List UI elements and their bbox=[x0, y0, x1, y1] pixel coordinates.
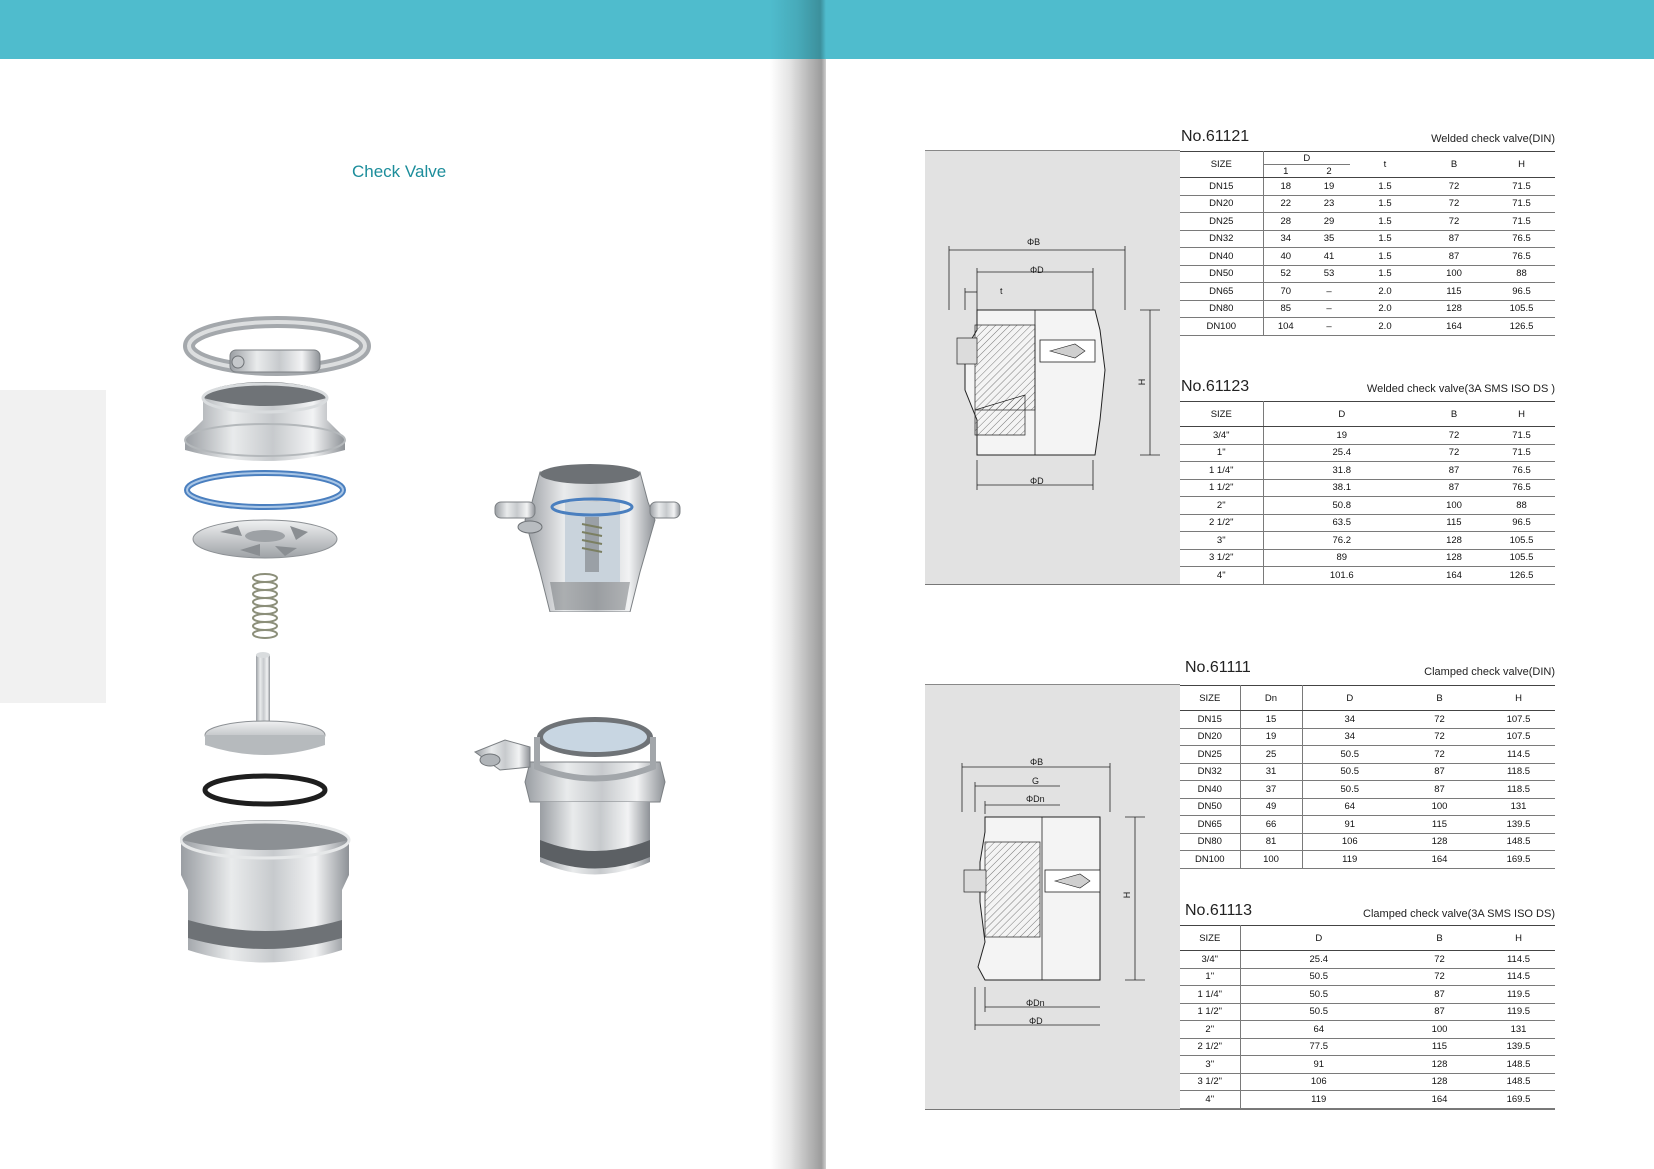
table-row bbox=[1180, 283, 1555, 301]
value-cell: 81 bbox=[1240, 833, 1302, 851]
col-header-b: B bbox=[1397, 926, 1482, 951]
dim-label-t: t bbox=[1000, 286, 1003, 296]
size-cell: 3/4" bbox=[1180, 427, 1263, 445]
value-cell: 87 bbox=[1420, 479, 1488, 497]
value-cell: 100 bbox=[1397, 798, 1482, 816]
col-header-b: B bbox=[1420, 402, 1488, 427]
value-cell: 76.5 bbox=[1488, 230, 1555, 248]
table-row bbox=[1180, 532, 1555, 550]
size-cell: DN80 bbox=[1180, 300, 1263, 318]
size-cell: 1" bbox=[1180, 444, 1263, 462]
table-row bbox=[1180, 567, 1555, 585]
value-cell: 71.5 bbox=[1488, 195, 1555, 213]
col-header-h: H bbox=[1482, 926, 1555, 951]
size-cell: DN15 bbox=[1180, 178, 1263, 196]
section-divider bbox=[925, 1109, 1555, 1110]
value-cell: 31 bbox=[1240, 763, 1302, 781]
value-cell: 87 bbox=[1420, 462, 1488, 480]
size-cell: DN50 bbox=[1180, 798, 1240, 816]
value-cell: 105.5 bbox=[1488, 549, 1555, 567]
value-cell: 66 bbox=[1240, 816, 1302, 834]
side-shade bbox=[0, 390, 106, 703]
value-cell: 28 bbox=[1263, 213, 1308, 231]
left-page bbox=[0, 0, 796, 1169]
section-divider bbox=[925, 584, 1555, 585]
value-cell: 164 bbox=[1420, 318, 1488, 336]
size-cell: DN65 bbox=[1180, 283, 1263, 301]
size-cell: DN65 bbox=[1180, 816, 1240, 834]
value-cell: 50.5 bbox=[1302, 746, 1397, 764]
col-header-h: H bbox=[1488, 152, 1555, 178]
exploded-view-image bbox=[180, 310, 380, 980]
size-cell: 1 1/2" bbox=[1180, 479, 1263, 497]
value-cell: 18 bbox=[1263, 178, 1308, 196]
value-cell: 72 bbox=[1397, 728, 1482, 746]
value-cell: 106 bbox=[1240, 1073, 1397, 1091]
value-cell: 87 bbox=[1397, 781, 1482, 799]
value-cell: 1.5 bbox=[1350, 195, 1420, 213]
value-cell: 118.5 bbox=[1482, 781, 1555, 799]
table-row bbox=[1180, 248, 1555, 266]
value-cell: 148.5 bbox=[1482, 1056, 1555, 1074]
value-cell: 19 bbox=[1240, 728, 1302, 746]
value-cell: 131 bbox=[1482, 1021, 1555, 1039]
table-row bbox=[1180, 833, 1555, 851]
value-cell: 114.5 bbox=[1482, 968, 1555, 986]
value-cell: 107.5 bbox=[1482, 711, 1555, 729]
value-cell: 164 bbox=[1397, 1091, 1482, 1109]
header-band-right bbox=[826, 0, 1654, 59]
value-cell: 1.5 bbox=[1350, 178, 1420, 196]
value-cell: 50.8 bbox=[1263, 497, 1420, 515]
table-row bbox=[1180, 213, 1555, 231]
value-cell: 2.0 bbox=[1350, 318, 1420, 336]
value-cell: 76.5 bbox=[1488, 479, 1555, 497]
col-header-d: D bbox=[1240, 926, 1397, 951]
value-cell: 128 bbox=[1397, 833, 1482, 851]
value-cell: 119 bbox=[1302, 851, 1397, 869]
table-row bbox=[1180, 427, 1555, 445]
value-cell: 88 bbox=[1488, 265, 1555, 283]
size-cell: 3/4" bbox=[1180, 951, 1240, 969]
table-row bbox=[1180, 798, 1555, 816]
size-cell: DN32 bbox=[1180, 230, 1263, 248]
value-cell: 169.5 bbox=[1482, 851, 1555, 869]
welded-valve-diagram bbox=[935, 230, 1180, 500]
value-cell: 115 bbox=[1397, 1038, 1482, 1056]
model-description: Clamped check valve(DIN) bbox=[1424, 666, 1555, 678]
size-cell: 4" bbox=[1180, 1091, 1240, 1109]
model-number: No.61121 bbox=[1181, 128, 1250, 145]
value-cell: 50.5 bbox=[1302, 781, 1397, 799]
size-cell: DN25 bbox=[1180, 746, 1240, 764]
table-row bbox=[1180, 265, 1555, 283]
value-cell: 107.5 bbox=[1482, 728, 1555, 746]
value-cell: 71.5 bbox=[1488, 444, 1555, 462]
table-row bbox=[1180, 816, 1555, 834]
table-row bbox=[1180, 195, 1555, 213]
table-body bbox=[1180, 178, 1555, 336]
value-cell: 128 bbox=[1397, 1073, 1482, 1091]
value-cell: 37 bbox=[1240, 781, 1302, 799]
table-body bbox=[1180, 427, 1555, 585]
value-cell: 71.5 bbox=[1488, 427, 1555, 445]
size-cell: DN40 bbox=[1180, 248, 1263, 266]
value-cell: 115 bbox=[1397, 816, 1482, 834]
value-cell: 96.5 bbox=[1488, 283, 1555, 301]
col-header-d: D bbox=[1263, 152, 1350, 165]
value-cell: 104 bbox=[1263, 318, 1308, 336]
value-cell: 126.5 bbox=[1488, 318, 1555, 336]
value-cell: 72 bbox=[1397, 746, 1482, 764]
value-cell: 2.0 bbox=[1350, 300, 1420, 318]
col-header-h: H bbox=[1482, 686, 1555, 711]
size-cell: DN32 bbox=[1180, 763, 1240, 781]
value-cell: 87 bbox=[1397, 763, 1482, 781]
value-cell: 119.5 bbox=[1482, 1003, 1555, 1021]
value-cell: 40 bbox=[1263, 248, 1308, 266]
value-cell: 35 bbox=[1308, 230, 1350, 248]
size-cell: 2" bbox=[1180, 497, 1263, 515]
value-cell: 88 bbox=[1488, 497, 1555, 515]
value-cell: 53 bbox=[1308, 265, 1350, 283]
value-cell: 50.5 bbox=[1240, 1003, 1397, 1021]
col-header-t: t bbox=[1350, 152, 1420, 178]
col-header-b: B bbox=[1397, 686, 1482, 711]
value-cell: 91 bbox=[1240, 1056, 1397, 1074]
dim-label-h: H bbox=[1121, 891, 1132, 899]
size-cell: 2 1/2" bbox=[1180, 1038, 1240, 1056]
model-description: Welded check valve(3A SMS ISO DS ) bbox=[1366, 383, 1555, 395]
spec-table-61121 bbox=[1180, 151, 1555, 336]
table-row bbox=[1180, 711, 1555, 729]
value-cell: 89 bbox=[1263, 549, 1420, 567]
table-row bbox=[1180, 851, 1555, 869]
value-cell: 126.5 bbox=[1488, 567, 1555, 585]
value-cell: 87 bbox=[1397, 1003, 1482, 1021]
col-header-d: D bbox=[1302, 686, 1397, 711]
book-spine-band bbox=[770, 0, 826, 59]
table-row bbox=[1180, 951, 1555, 969]
value-cell: 119.5 bbox=[1482, 986, 1555, 1004]
size-cell: 2 1/2" bbox=[1180, 514, 1263, 532]
col-header-b: B bbox=[1420, 152, 1488, 178]
value-cell: 72 bbox=[1420, 195, 1488, 213]
value-cell: 2.0 bbox=[1350, 283, 1420, 301]
size-cell: DN20 bbox=[1180, 728, 1240, 746]
size-cell: 1 1/4" bbox=[1180, 462, 1263, 480]
value-cell: 50.5 bbox=[1302, 763, 1397, 781]
value-cell: 96.5 bbox=[1488, 514, 1555, 532]
value-cell: 164 bbox=[1397, 851, 1482, 869]
table-row bbox=[1180, 763, 1555, 781]
value-cell: 164 bbox=[1420, 567, 1488, 585]
value-cell: 128 bbox=[1420, 549, 1488, 567]
value-cell: 105.5 bbox=[1488, 532, 1555, 550]
value-cell: 148.5 bbox=[1482, 833, 1555, 851]
value-cell: 106 bbox=[1302, 833, 1397, 851]
table-row bbox=[1180, 728, 1555, 746]
table-row bbox=[1180, 497, 1555, 515]
table-row bbox=[1180, 1038, 1555, 1056]
table-row bbox=[1180, 462, 1555, 480]
value-cell: 15 bbox=[1240, 711, 1302, 729]
size-cell: 1" bbox=[1180, 968, 1240, 986]
value-cell: 100 bbox=[1240, 851, 1302, 869]
value-cell: 85 bbox=[1263, 300, 1308, 318]
value-cell: 72 bbox=[1397, 951, 1482, 969]
value-cell: 22 bbox=[1263, 195, 1308, 213]
value-cell: 72 bbox=[1420, 444, 1488, 462]
dim-label-d-bottom: ΦD bbox=[1030, 476, 1044, 486]
value-cell: 71.5 bbox=[1488, 178, 1555, 196]
dim-label-h: H bbox=[1136, 378, 1147, 386]
size-cell: DN80 bbox=[1180, 833, 1240, 851]
col-header-size: SIZE bbox=[1180, 152, 1263, 178]
table-row bbox=[1180, 781, 1555, 799]
value-cell: 87 bbox=[1420, 248, 1488, 266]
value-cell: 64 bbox=[1240, 1021, 1397, 1039]
value-cell: – bbox=[1308, 300, 1350, 318]
table-row bbox=[1180, 318, 1555, 336]
value-cell: 119 bbox=[1240, 1091, 1397, 1109]
value-cell: 115 bbox=[1420, 283, 1488, 301]
value-cell: 34 bbox=[1302, 711, 1397, 729]
value-cell: 1.5 bbox=[1350, 265, 1420, 283]
value-cell: 49 bbox=[1240, 798, 1302, 816]
value-cell: 169.5 bbox=[1482, 1091, 1555, 1109]
table-body bbox=[1180, 711, 1555, 869]
value-cell: 72 bbox=[1420, 427, 1488, 445]
dim-label-dn-top: ΦDn bbox=[1026, 794, 1045, 804]
table-row bbox=[1180, 230, 1555, 248]
value-cell: 118.5 bbox=[1482, 763, 1555, 781]
dim-label-d-bottom: ΦD bbox=[1029, 1016, 1043, 1026]
value-cell: 38.1 bbox=[1263, 479, 1420, 497]
value-cell: 70 bbox=[1263, 283, 1308, 301]
col-header-size: SIZE bbox=[1180, 402, 1263, 427]
value-cell: 41 bbox=[1308, 248, 1350, 266]
value-cell: 50.5 bbox=[1240, 968, 1397, 986]
spec-table-61113 bbox=[1180, 925, 1555, 1109]
table-row bbox=[1180, 1091, 1555, 1109]
value-cell: 148.5 bbox=[1482, 1073, 1555, 1091]
model-number: No.61113 bbox=[1185, 902, 1253, 919]
value-cell: 29 bbox=[1308, 213, 1350, 231]
size-cell: DN20 bbox=[1180, 195, 1263, 213]
table-row bbox=[1180, 444, 1555, 462]
dim-label-dn-bottom: ΦDn bbox=[1026, 998, 1045, 1008]
value-cell: 76.5 bbox=[1488, 462, 1555, 480]
value-cell: 25.4 bbox=[1240, 951, 1397, 969]
value-cell: 114.5 bbox=[1482, 746, 1555, 764]
table-row bbox=[1180, 1056, 1555, 1074]
value-cell: 128 bbox=[1420, 532, 1488, 550]
value-cell: 1.5 bbox=[1350, 230, 1420, 248]
table-row bbox=[1180, 514, 1555, 532]
size-cell: 3" bbox=[1180, 532, 1263, 550]
col-header-h: H bbox=[1488, 402, 1555, 427]
table-row bbox=[1180, 968, 1555, 986]
value-cell: 31.8 bbox=[1263, 462, 1420, 480]
col-header-d2: 2 bbox=[1308, 165, 1350, 178]
value-cell: 25 bbox=[1240, 746, 1302, 764]
table-row bbox=[1180, 986, 1555, 1004]
value-cell: 72 bbox=[1420, 178, 1488, 196]
size-cell: 3" bbox=[1180, 1056, 1240, 1074]
value-cell: 100 bbox=[1420, 265, 1488, 283]
page-title: Check Valve bbox=[352, 162, 447, 181]
value-cell: 139.5 bbox=[1482, 816, 1555, 834]
spec-table-61123 bbox=[1180, 401, 1555, 585]
value-cell: 91 bbox=[1302, 816, 1397, 834]
table-row bbox=[1180, 300, 1555, 318]
value-cell: 63.5 bbox=[1263, 514, 1420, 532]
value-cell: 72 bbox=[1397, 711, 1482, 729]
size-cell: 3 1/2" bbox=[1180, 549, 1263, 567]
value-cell: 76.5 bbox=[1488, 248, 1555, 266]
value-cell: 1.5 bbox=[1350, 248, 1420, 266]
dim-label-b: ΦB bbox=[1027, 237, 1041, 247]
size-cell: DN40 bbox=[1180, 781, 1240, 799]
col-header-size: SIZE bbox=[1180, 926, 1240, 951]
size-cell: 4" bbox=[1180, 567, 1263, 585]
table-row bbox=[1180, 178, 1555, 196]
value-cell: 19 bbox=[1308, 178, 1350, 196]
value-cell: 100 bbox=[1420, 497, 1488, 515]
col-header-dn: Dn bbox=[1240, 686, 1302, 711]
table-row bbox=[1180, 479, 1555, 497]
size-cell: DN15 bbox=[1180, 711, 1240, 729]
value-cell: 105.5 bbox=[1488, 300, 1555, 318]
col-header-size: SIZE bbox=[1180, 686, 1240, 711]
value-cell: 71.5 bbox=[1488, 213, 1555, 231]
size-cell: DN100 bbox=[1180, 851, 1240, 869]
value-cell: 101.6 bbox=[1263, 567, 1420, 585]
value-cell: 25.4 bbox=[1263, 444, 1420, 462]
value-cell: 52 bbox=[1263, 265, 1308, 283]
cutaway-view-image bbox=[490, 462, 690, 612]
value-cell: 115 bbox=[1420, 514, 1488, 532]
size-cell: DN100 bbox=[1180, 318, 1263, 336]
model-number: No.61123 bbox=[1181, 378, 1250, 395]
value-cell: 128 bbox=[1397, 1056, 1482, 1074]
spec-table-61111 bbox=[1180, 685, 1555, 869]
value-cell: 114.5 bbox=[1482, 951, 1555, 969]
model-description: Clamped check valve(3A SMS ISO DS) bbox=[1363, 908, 1555, 920]
value-cell: 87 bbox=[1420, 230, 1488, 248]
value-cell: – bbox=[1308, 283, 1350, 301]
col-header-d: D bbox=[1263, 402, 1420, 427]
book-spine bbox=[770, 0, 826, 1169]
assembled-view-image bbox=[470, 712, 685, 887]
header-band bbox=[0, 0, 796, 59]
dim-label-b: ΦB bbox=[1030, 757, 1044, 767]
value-cell: 50.5 bbox=[1240, 986, 1397, 1004]
value-cell: – bbox=[1308, 318, 1350, 336]
size-cell: 3 1/2" bbox=[1180, 1073, 1240, 1091]
size-cell: DN25 bbox=[1180, 213, 1263, 231]
table-row bbox=[1180, 549, 1555, 567]
value-cell: 100 bbox=[1397, 1021, 1482, 1039]
value-cell: 19 bbox=[1263, 427, 1420, 445]
value-cell: 139.5 bbox=[1482, 1038, 1555, 1056]
size-cell: 1 1/4" bbox=[1180, 986, 1240, 1004]
value-cell: 131 bbox=[1482, 798, 1555, 816]
table-row bbox=[1180, 746, 1555, 764]
value-cell: 64 bbox=[1302, 798, 1397, 816]
value-cell: 72 bbox=[1397, 968, 1482, 986]
clamped-valve-diagram bbox=[950, 752, 1150, 1032]
table-body bbox=[1180, 951, 1555, 1109]
value-cell: 76.2 bbox=[1263, 532, 1420, 550]
model-number: No.61111 bbox=[1185, 659, 1251, 676]
model-description: Welded check valve(DIN) bbox=[1431, 133, 1555, 145]
value-cell: 23 bbox=[1308, 195, 1350, 213]
value-cell: 72 bbox=[1420, 213, 1488, 231]
value-cell: 34 bbox=[1302, 728, 1397, 746]
size-cell: DN50 bbox=[1180, 265, 1263, 283]
col-header-d1: 1 bbox=[1263, 165, 1308, 178]
value-cell: 1.5 bbox=[1350, 213, 1420, 231]
table-row bbox=[1180, 1073, 1555, 1091]
dim-label-d-top: ΦD bbox=[1030, 265, 1044, 275]
size-cell: 1 1/2" bbox=[1180, 1003, 1240, 1021]
table-row bbox=[1180, 1003, 1555, 1021]
value-cell: 34 bbox=[1263, 230, 1308, 248]
value-cell: 87 bbox=[1397, 986, 1482, 1004]
value-cell: 77.5 bbox=[1240, 1038, 1397, 1056]
dim-label-g: G bbox=[1032, 776, 1040, 786]
size-cell: 2" bbox=[1180, 1021, 1240, 1039]
table-row bbox=[1180, 1021, 1555, 1039]
value-cell: 128 bbox=[1420, 300, 1488, 318]
